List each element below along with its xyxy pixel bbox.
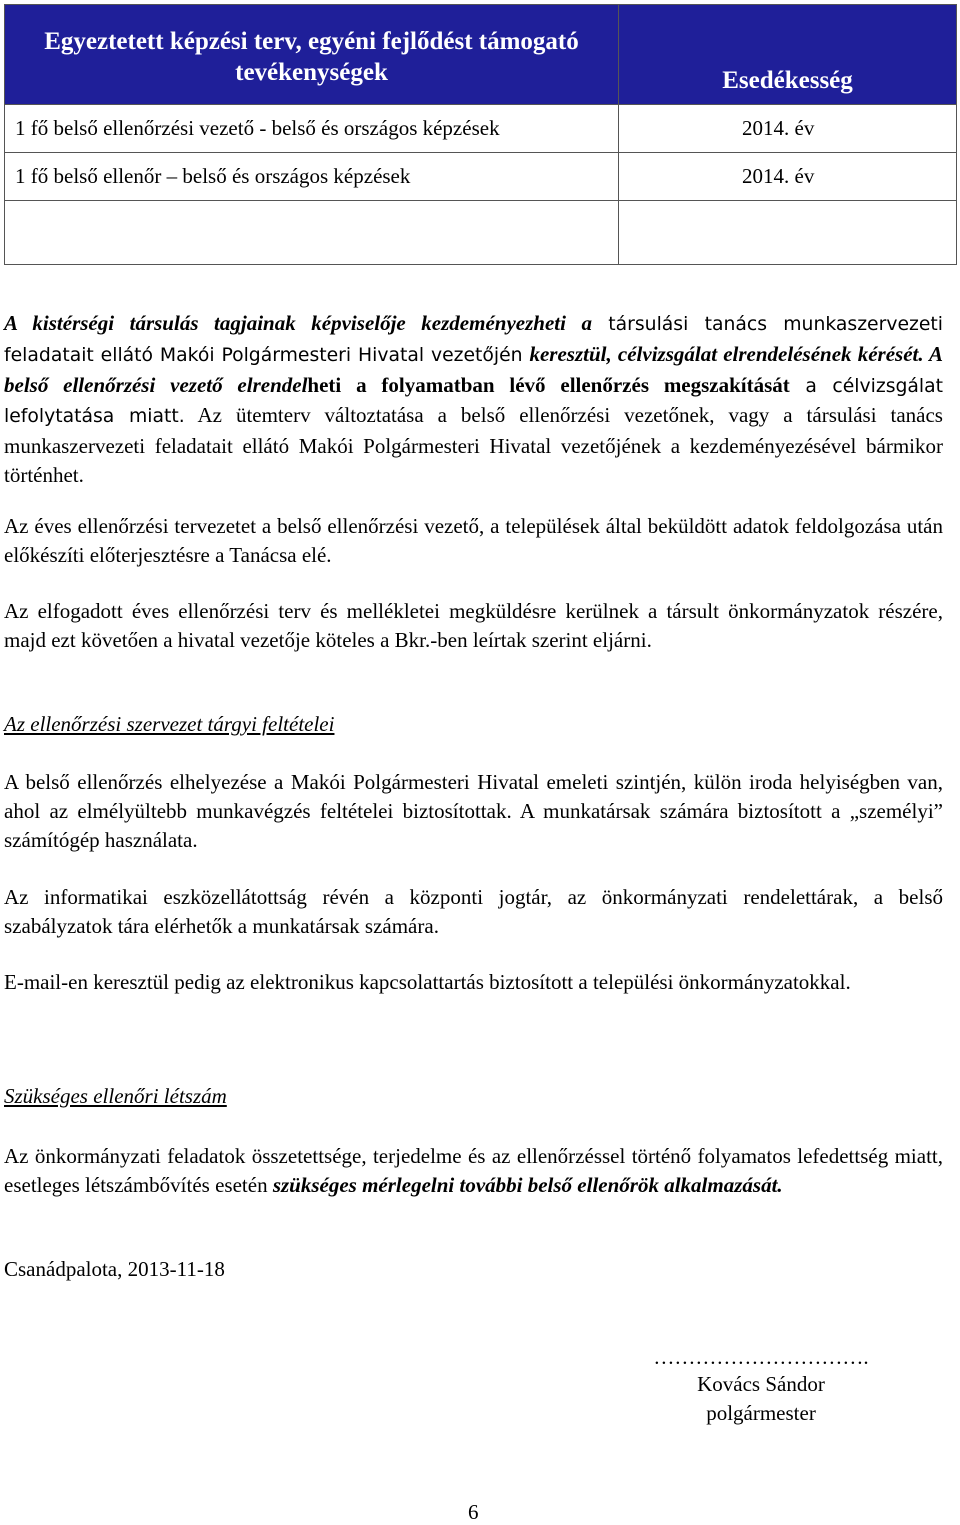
p7-text: Az önkormányzati feladatok összetettsége, terjedelme és az ellenőrzéssel történő folyamatos lefedettség miatt, esetleges létszámbővítés esetén: [4, 1144, 943, 1197]
heading-staff: Szükséges ellenőri létszám: [4, 1084, 227, 1108]
paragraph-annual-plan: [4, 512, 943, 570]
p1-text-3: Az ütemterv változtatása a belső ellenőrzési vezetőnek, vagy a társulási tanács munkaszervezeti feladatait ellátó Makói Polgármesteri Hivatal vezetőjének a kezdeményezésével bármikor történhet.: [4, 403, 943, 487]
p3-text: Az elfogadott éves ellenőrzési terv és mellékletei megküldésre kerülnek a társult önkormányzatok részére, majd ezt követően a hivatal vezetője köteles a Bkr.-ben leírtak szerint eljárni.: [4, 599, 943, 652]
p7-emph: szükséges mérlegelni további belső ellenőrök alkalmazását.: [272, 1172, 783, 1197]
header-due: Esedékesség: [619, 5, 957, 105]
header-activity: Egyeztetett képzési terv, egyéni fejlődést támogató tevékenységek: [5, 5, 619, 105]
paragraph-approved-plan: [4, 597, 943, 655]
p1-emph-3: A belső ellenőrzési vezető elrendel: [4, 341, 944, 397]
training-plan-table: [4, 4, 957, 265]
row-due: [619, 201, 957, 265]
page-number: 6: [468, 1500, 479, 1524]
table-row: [5, 153, 957, 201]
place-date: Csanádpalota, 2013-11-18: [4, 1257, 225, 1281]
p2-text: Az éves ellenőrzési tervezetet a belső ellenőrzési vezető, a települések által beküldött adatok feldolgozása után előkészíti előterjesztésre a Tanácsa elé.: [4, 514, 943, 567]
table-row: [5, 105, 957, 153]
signature-name: Kovács Sándor: [697, 1372, 825, 1396]
heading-conditions: Az ellenőrzési szervezet tárgyi feltételei: [4, 712, 335, 736]
row-activity: [5, 201, 619, 265]
p1-emph-1: A kistérségi társulás tagjainak képviselője kezdeményezheti a: [4, 311, 593, 335]
p6-text: E-mail-en keresztül pedig az elektronikus kapcsolattartás biztosított a települési önkormányzatokkal.: [4, 970, 851, 994]
table-header-row: [5, 5, 957, 105]
p1-emph-4: heti a folyamatban lévő ellenőrzés megszakítását: [307, 372, 790, 397]
paragraph-it-equipment: [4, 883, 943, 941]
paragraph-staffing: [4, 1142, 943, 1200]
p5-text: Az informatikai eszközellátottság révén a központi jogtár, az önkormányzati rendelettárak, a belső szabályzatok tára elérhetők a munkatársak számára.: [4, 885, 943, 938]
p1-text-1: társulási tanács munkaszervezeti feladatait ellátó Makói Polgármesteri Hivatal vezetőjén: [4, 314, 944, 366]
row-due: 2014. év: [619, 105, 957, 153]
signature-dots: ………………………….: [653, 1345, 869, 1369]
paragraph-location: [4, 768, 943, 854]
p1-emph-2: keresztül, célvizsgálat elrendelésének kérését.: [529, 341, 924, 366]
row-due: 2014. év: [619, 153, 957, 201]
p1-text-2: a célvizsgálat lefolytatása miatt.: [4, 375, 944, 428]
row-activity: 1 fő belső ellenőrzési vezető - belső és országos képzések: [5, 105, 619, 153]
row-activity: 1 fő belső ellenőr – belső és országos képzések: [5, 153, 619, 201]
paragraph-target-review: [4, 309, 943, 490]
p4-text: A belső ellenőrzés elhelyezése a Makói Polgármesteri Hivatal emeleti szintjén, külön iroda helyiségben van, ahol az elmélyültebb munkavégzés feltételei biztosítottak. A munkatársak számára biztosított a „személyi” számítógép használata.: [4, 770, 943, 852]
signature-title: polgármester: [706, 1401, 816, 1425]
table-row-empty: [5, 201, 957, 265]
paragraph-email: [4, 968, 943, 997]
